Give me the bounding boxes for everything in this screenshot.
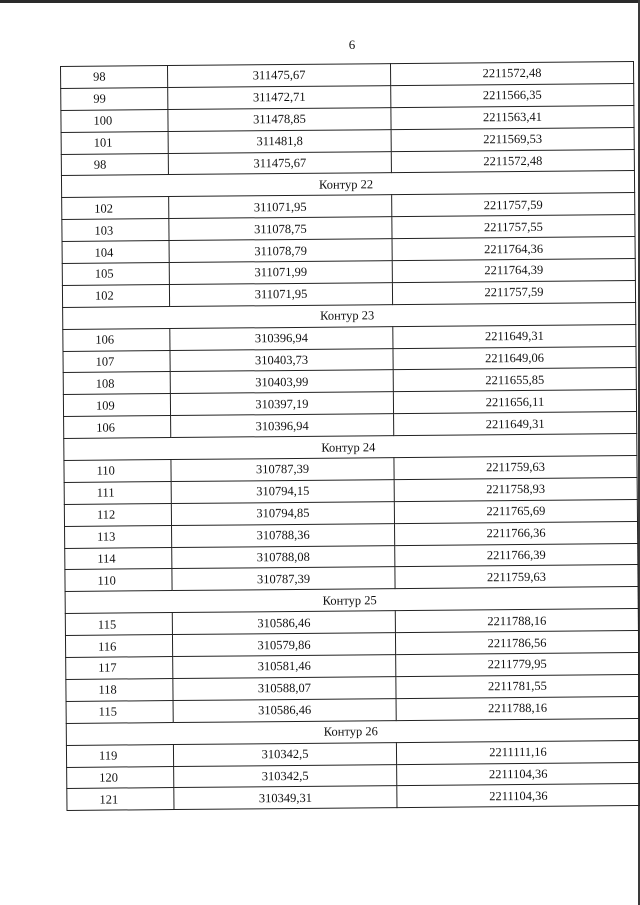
point-number-cell: 120	[67, 766, 174, 789]
x-coordinate-cell: 310788,36	[172, 523, 395, 547]
y-coordinate-cell: 2211788,16	[396, 696, 639, 720]
point-number-cell: 108	[63, 372, 170, 395]
y-coordinate-cell: 2211759,63	[394, 456, 637, 480]
y-coordinate-cell: 2211765,69	[394, 499, 637, 523]
x-coordinate-cell: 311478,85	[168, 107, 391, 131]
point-number-cell: 115	[66, 700, 173, 723]
x-coordinate-cell: 310787,39	[171, 458, 394, 482]
x-coordinate-cell: 310403,99	[170, 370, 393, 394]
section-label: Контур 23	[63, 302, 636, 329]
y-coordinate-cell: 2211788,16	[395, 609, 638, 633]
point-number-cell: 119	[66, 744, 173, 767]
x-coordinate-cell: 311481,8	[168, 129, 391, 153]
coordinates-table-body	[61, 61, 640, 810]
y-coordinate-cell: 2211649,31	[393, 324, 636, 348]
section-label: Контур 22	[61, 171, 634, 198]
x-coordinate-cell: 310586,46	[173, 698, 396, 722]
point-number-cell: 110	[64, 460, 171, 483]
point-number-cell: 115	[65, 613, 172, 636]
point-number-cell: 98	[61, 66, 168, 89]
x-coordinate-cell: 311475,67	[168, 151, 391, 175]
y-coordinate-cell: 2211566,35	[391, 83, 634, 107]
y-coordinate-cell: 2211655,85	[393, 368, 636, 392]
x-coordinate-cell: 310788,08	[172, 545, 395, 569]
y-coordinate-cell: 2211757,59	[392, 193, 635, 217]
point-number-cell: 118	[66, 678, 173, 701]
y-coordinate-cell: 2211569,53	[391, 127, 634, 151]
y-coordinate-cell: 2211766,36	[395, 521, 638, 545]
point-number-cell: 98	[61, 153, 168, 176]
x-coordinate-cell: 310787,39	[172, 567, 395, 591]
y-coordinate-cell: 2211758,93	[394, 477, 637, 501]
x-coordinate-cell: 311071,95	[169, 195, 392, 219]
x-coordinate-cell: 310581,46	[173, 655, 396, 679]
x-coordinate-cell: 310579,86	[172, 633, 395, 657]
section-label: Контур 24	[64, 434, 637, 461]
y-coordinate-cell: 2211766,39	[395, 543, 638, 567]
point-number-cell: 109	[63, 394, 170, 417]
y-coordinate-cell: 2211656,11	[393, 390, 636, 414]
y-coordinate-cell: 2211104,36	[397, 784, 640, 808]
section-label: Контур 26	[66, 718, 639, 745]
point-number-cell: 112	[64, 503, 171, 526]
x-coordinate-cell: 310396,94	[170, 326, 393, 350]
x-coordinate-cell: 311071,99	[169, 261, 392, 285]
y-coordinate-cell: 2211563,41	[391, 105, 634, 129]
x-coordinate-cell: 310342,5	[174, 764, 397, 788]
x-coordinate-cell: 310403,73	[170, 348, 393, 372]
point-number-cell: 100	[61, 109, 168, 132]
x-coordinate-cell: 311078,75	[169, 217, 392, 241]
y-coordinate-cell: 2211786,56	[395, 631, 638, 655]
page-number: 6	[348, 37, 356, 52]
y-coordinate-cell: 2211111,16	[396, 740, 639, 764]
y-coordinate-cell: 2211779,95	[396, 653, 639, 677]
y-coordinate-cell: 2211572,48	[391, 149, 634, 173]
y-coordinate-cell: 2211764,39	[392, 259, 635, 283]
point-number-cell: 104	[62, 241, 169, 264]
x-coordinate-cell: 310588,07	[173, 677, 396, 701]
x-coordinate-cell: 310397,19	[170, 392, 393, 416]
table-row	[67, 784, 640, 811]
x-coordinate-cell: 311472,71	[168, 86, 391, 110]
x-coordinate-cell: 310794,85	[171, 501, 394, 525]
point-number-cell: 106	[64, 416, 171, 439]
point-number-cell: 117	[66, 657, 173, 680]
point-number-cell: 116	[65, 635, 172, 658]
point-number-cell: 99	[61, 87, 168, 110]
y-coordinate-cell: 2211649,31	[394, 412, 637, 436]
point-number-cell: 105	[62, 263, 169, 286]
x-coordinate-cell: 310342,5	[173, 742, 396, 766]
point-number-cell: 103	[62, 219, 169, 242]
y-coordinate-cell: 2211759,63	[395, 565, 638, 589]
x-coordinate-cell: 311078,79	[169, 239, 392, 263]
point-number-cell: 114	[65, 547, 172, 570]
point-number-cell: 102	[62, 197, 169, 220]
x-coordinate-cell: 310349,31	[174, 786, 397, 810]
y-coordinate-cell: 2211757,59	[392, 280, 635, 304]
y-coordinate-cell: 2211104,36	[397, 762, 640, 786]
point-number-cell: 101	[61, 131, 168, 154]
y-coordinate-cell: 2211649,06	[393, 346, 636, 370]
point-number-cell: 102	[62, 284, 169, 307]
x-coordinate-cell: 311475,67	[168, 64, 391, 88]
point-number-cell: 113	[65, 525, 172, 548]
coordinates-document	[60, 61, 614, 811]
x-coordinate-cell: 310396,94	[171, 414, 394, 438]
point-number-cell: 107	[63, 350, 170, 373]
y-coordinate-cell: 2211572,48	[390, 61, 633, 85]
x-coordinate-cell: 310586,46	[172, 611, 395, 635]
x-coordinate-cell: 310794,15	[171, 480, 394, 504]
point-number-cell: 110	[65, 569, 172, 592]
point-number-cell: 111	[64, 481, 171, 504]
x-coordinate-cell: 311071,95	[169, 283, 392, 307]
page-top-edge	[0, 0, 640, 3]
y-coordinate-cell: 2211781,55	[396, 674, 639, 698]
y-coordinate-cell: 2211757,55	[392, 215, 635, 239]
y-coordinate-cell: 2211764,36	[392, 237, 635, 261]
section-label: Контур 25	[65, 587, 638, 614]
point-number-cell: 121	[67, 788, 174, 811]
coordinates-table	[60, 61, 640, 811]
point-number-cell: 106	[63, 328, 170, 351]
